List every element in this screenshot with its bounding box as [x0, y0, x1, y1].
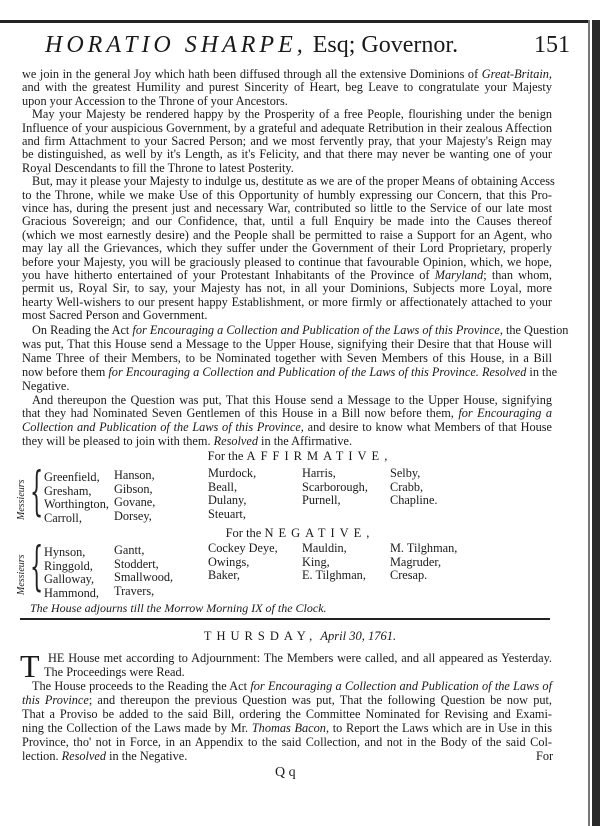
text-run: But, may it please your Majesty to indulge us, destitute as we are of the proper Means of obtaining Access: [32, 174, 555, 189]
drop-cap: T: [20, 648, 40, 684]
affirmative-word: AFFIRMATIVE,: [246, 449, 393, 463]
member-name: Beall,: [208, 479, 238, 494]
text-run: be distinguished, as well by it's Length, as it's Felicity, and that there may never be wanting one of your: [22, 147, 552, 162]
text-run: permit us, Royal Sir, to say, your Majesty has not, in all your Dominions, Subjects more Loyal, more: [22, 281, 552, 296]
scan-edge-right: [592, 20, 600, 826]
text-run: in the: [526, 364, 558, 379]
member-name: Ringgold,: [44, 558, 93, 573]
italic-text: this Province: [22, 693, 89, 707]
text-line: [22, 296, 552, 309]
text-run: ning the Collection of the Laws made by Mr.: [22, 721, 252, 735]
negative-label: For the: [225, 526, 262, 540]
member-name: Dorsey,: [114, 508, 152, 523]
member-name: Galloway,: [44, 572, 95, 587]
text-run: most Sacred Person and Government.: [22, 308, 208, 323]
text-run: and desire to know what Members of that House: [303, 420, 552, 435]
text-run: Gracious Sovereign; and our Confidence, that, until a full Enquiry be made into the Causes thereof: [22, 214, 552, 229]
text-line: [22, 162, 294, 175]
member-name: Stoddert,: [114, 556, 159, 571]
text-line: [32, 680, 552, 693]
running-title-esq: Esq; Governor.: [312, 32, 459, 58]
member-name: Greenfield,: [44, 470, 100, 484]
text-run: Name Three of their Members, to be Nominated together with Seven Members of this House, in a Bill: [22, 350, 552, 365]
text-run: Negative.: [22, 378, 70, 393]
text-line: [22, 708, 552, 721]
text-line: [22, 202, 552, 215]
text-line: [22, 694, 552, 707]
italic-text: Resolved: [213, 434, 258, 449]
text-run: they will be pleased to join with them.: [22, 434, 214, 449]
member-name: Gantt,: [114, 543, 145, 557]
text-line: [32, 174, 555, 189]
italic-text: Resolved: [61, 749, 107, 763]
text-run: The Proceedings were Read.: [44, 665, 185, 679]
text-run: hearty Well-wishers to our present happy Establishment, or more firmly or affectionately attached to your: [22, 294, 552, 309]
text-line: [22, 722, 552, 735]
member-name: Smallwood,: [114, 570, 174, 585]
italic-text: Thomas Bacon: [251, 721, 326, 735]
italic-text: Great-Britain,: [481, 67, 552, 81]
text-run: vince has, during the present just and necessary War, contributed so little to the Service of our late most: [22, 201, 552, 215]
catchword: For: [536, 749, 554, 763]
member-name: Steuart,: [208, 506, 246, 521]
italic-text: Collection and Publication of the Laws of this Province,: [22, 420, 304, 435]
text-run: And thereupon the Question was put, That this House send a Message to the Upper House, signifying: [32, 392, 552, 407]
member-name: Baker,: [208, 568, 240, 583]
day-heading: [0, 629, 600, 643]
member-name: Owings,: [208, 554, 250, 569]
text-run: we join in the general Joy which hath been diffused through all the extensive Dominions of: [22, 67, 482, 81]
text-line: [22, 421, 552, 434]
member-name: Selby,: [390, 466, 421, 480]
text-line: [48, 652, 552, 665]
member-name: Dulany,: [208, 493, 247, 508]
text-line: [32, 323, 569, 337]
text-run: , the Question: [499, 323, 569, 337]
text-line: [22, 352, 552, 365]
text-run: Influence of your auspicious Government, by a grateful and adequate Retribution in their zealous Affection: [22, 120, 552, 135]
text-line: [22, 309, 207, 322]
member-name: Cockey Deye,: [208, 541, 278, 555]
member-name: Cresap.: [390, 568, 428, 583]
text-run: in the Affirmative.: [257, 434, 353, 449]
text-line: [22, 148, 552, 161]
member-name: Mauldin,: [302, 541, 347, 555]
negative-word: NEGATIVE,: [264, 526, 375, 540]
member-name: E. Tilghman,: [302, 568, 366, 583]
text-line: [44, 666, 185, 679]
affirmative-label: For the: [207, 449, 244, 463]
text-line: [32, 108, 552, 121]
text-line: [22, 736, 552, 749]
scan-edge-right-shadow: [588, 20, 590, 826]
italic-text: for Encouraging a Collection and Publication of the Laws of this Province: [132, 323, 500, 337]
member-name: Purnell,: [302, 493, 341, 508]
member-name: Hammond,: [44, 585, 99, 600]
member-name: Carroll,: [44, 510, 82, 525]
member-name: Murdock,: [208, 466, 257, 480]
text-run: May your Majesty be rendered happy by the Prosperity of a free People, flourishing under the benign: [32, 107, 552, 122]
brace-mark: {: [30, 462, 44, 522]
text-line: [22, 95, 288, 108]
text-line: [22, 338, 552, 351]
section-rule: [20, 618, 550, 620]
member-name: Chapline.: [390, 493, 438, 508]
text-line: [22, 435, 352, 448]
text-line: [22, 269, 552, 282]
text-line: [22, 122, 552, 135]
text-line: [22, 242, 552, 255]
member-name: Govane,: [114, 495, 156, 510]
text-run: ; and thereupon the previous Question was put, That the following Question be now put,: [88, 693, 552, 707]
italic-text: Resolved: [481, 364, 527, 379]
text-run: to the Throne, while we make Use of this Opportunity of humbly expressing our Concern, that this Pro-: [22, 187, 552, 202]
signature-mark: Q q: [275, 765, 296, 780]
text-run: upon your Accession to the Throne of your Ancestors.: [22, 93, 288, 108]
text-run: , to Report the Laws which are in Use in this: [325, 721, 552, 735]
text-run: that they had Nominated Seven Gentlemen of this House in a Bill now before them,: [22, 406, 459, 421]
text-line: [22, 68, 552, 81]
member-name: Hanson,: [114, 468, 155, 482]
member-name: Worthington,: [44, 497, 109, 512]
member-name: Gibson,: [114, 481, 153, 496]
text-line: [22, 215, 552, 228]
text-run: That a Proviso be added to the said Bill, ordering the Committee Nominated for Revising and Exami-: [22, 707, 552, 721]
negative-heading: [0, 526, 600, 540]
member-name: Hynson,: [44, 545, 86, 559]
text-run: ; than whom,: [483, 268, 552, 282]
italic-text: for Encouraging a Collection and Publication of the Laws of: [250, 679, 553, 693]
member-name: Harris,: [302, 466, 336, 480]
text-run: The House proceeds to the Reading the Act: [32, 679, 251, 693]
text-run: (which we most earnestly desire) and the People shall be permitted to raise a Support for an Agent, who: [22, 227, 552, 242]
member-name: Scarborough,: [302, 479, 368, 494]
text-run: lection.: [22, 749, 62, 763]
italic-text: for Encouraging a: [458, 406, 552, 421]
text-run: On Reading the Act: [32, 323, 133, 337]
running-header: [45, 30, 570, 60]
text-line: [22, 407, 552, 420]
text-run: in the Negative.: [106, 749, 188, 763]
text-run: Royal Descendants to fill the Throne to latest Posterity.: [22, 160, 294, 175]
messieurs-label: Messieurs: [16, 554, 27, 595]
day-name: THURSDAY,: [203, 629, 318, 643]
text-run: Province, tho' not in Force, in an Appendix to the said Collection, and not in the Body of the said Col-: [22, 735, 552, 749]
member-name: M. Tilghman,: [390, 541, 458, 555]
messieurs-label: Messieurs: [16, 479, 27, 520]
italic-text: for Encouraging a Collection and Publication of the Laws of this Province.: [108, 364, 479, 379]
adjournment-note: The House adjourns till the Morrow Morning IX of the Clock.: [30, 601, 327, 615]
running-title: HORATIO SHARPE,: [45, 32, 307, 58]
text-line: [22, 380, 69, 393]
text-run: now before them: [22, 364, 109, 379]
text-line: [22, 750, 187, 763]
italic-text: Maryland: [434, 268, 484, 282]
text-line: [32, 394, 552, 407]
member-name: Gresham,: [44, 483, 92, 498]
text-run: and firm Attachment to your Sacred Person; and we most fervently pray, that your Majesty's Reign may: [22, 134, 552, 148]
member-name: Magruder,: [390, 554, 442, 569]
text-line: [22, 189, 552, 202]
brace-mark: {: [30, 537, 44, 597]
text-line: [22, 81, 552, 94]
member-name: Crabb,: [390, 479, 424, 494]
member-name: Travers,: [114, 583, 155, 598]
text-run: may lay all the Grievances, which they suffer under the Government of their Lord Proprietary, properly: [22, 241, 552, 256]
text-run: HE House met according to Adjournment: The Members were called, and all appeared as Yesterday.: [48, 651, 552, 665]
text-line: [22, 364, 558, 379]
text-line: [22, 229, 552, 242]
text-run: before your Majesty, you will be graciously pleased to continue that favourable Opinion, which, we hope,: [22, 254, 552, 269]
day-date: April 30, 1761.: [320, 629, 397, 643]
page-number: 151: [534, 32, 570, 58]
text-run: was put, That this House send a Message to the Upper House, signifying their Desire that that House will: [22, 336, 552, 351]
text-line: [22, 282, 552, 295]
text-line: [22, 256, 552, 269]
text-run: you have hitherto entertained of your Protestant Inhabitants of the Province of: [22, 268, 435, 282]
affirmative-heading: [0, 449, 600, 463]
text-line: [22, 135, 552, 148]
scan-edge-top: [0, 20, 590, 23]
member-name: King,: [302, 554, 330, 569]
text-run: and with the greatest Humility and purest Sincerity of Heart, beg Leave to congratulate your Majesty: [22, 80, 552, 95]
